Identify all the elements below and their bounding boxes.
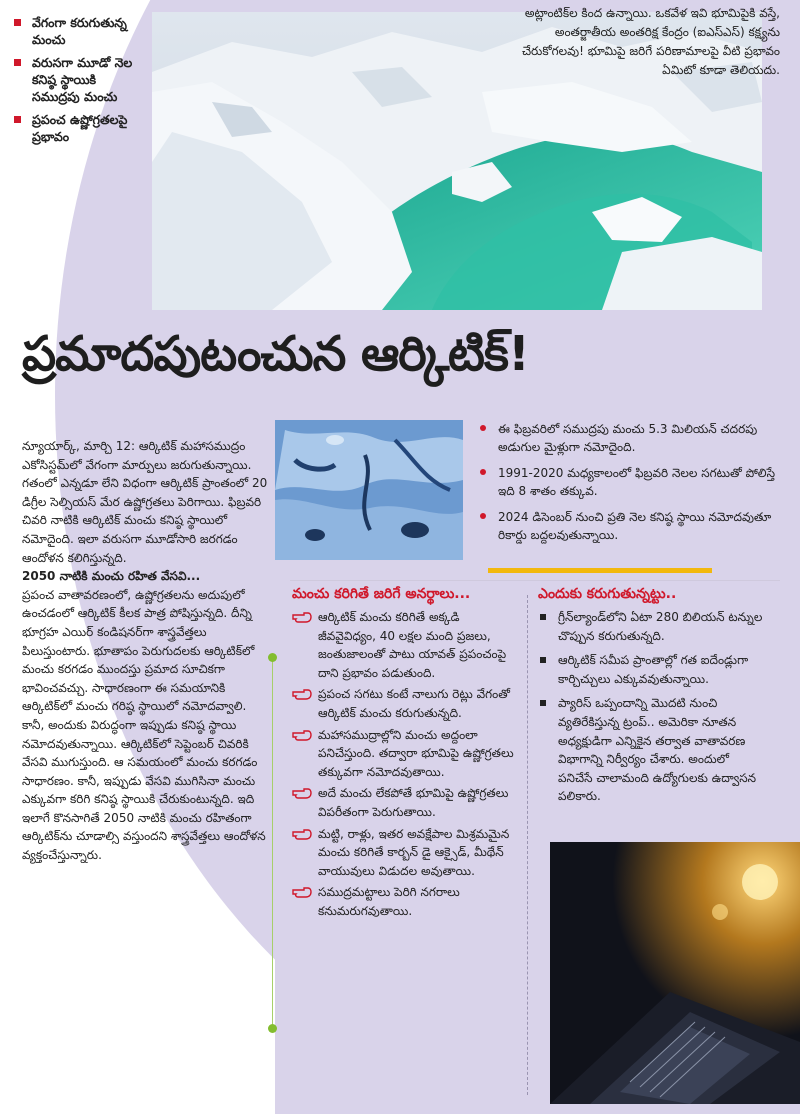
consequences-section [292, 584, 520, 924]
timeline-line [272, 657, 273, 1029]
consequences-list [292, 608, 520, 921]
list-item: మహాసముద్రాల్లోని మంచు అద్దంలా పనిచేస్తుంది. తద్వారా భూమిపై ఉష్ణోగ్రతలు తక్కువగా నమోదవుతాయి. [292, 726, 520, 782]
list-item: సముద్రమట్టాలు పెరిగి నగరాలు కనుమరుగవుతాయి. [292, 883, 520, 920]
list-item: ఆర్కిటిక్‌ సమీప ప్రాంతాల్లో గత ఐదేండ్లుగా కార్చిచ్చులు ఎక్కువవుతున్నాయి. [538, 651, 778, 688]
timeline-dot [268, 653, 277, 662]
ice-melt-photo [275, 420, 463, 560]
section-rule [290, 580, 780, 581]
reasons-title: ఎందుకు కరుగుతున్నట్టు.. [538, 586, 677, 602]
consequences-title: మంచు కరిగితే జరిగే అనర్థాలు... [292, 586, 471, 602]
continued-text: అట్లాంటిక్‌ల కింద ఉన్నాయి. ఒకవేళ ఇవి భూమిపైకి వస్తే, అంతర్జాతీయ అంతరిక్ష కేంద్రం (ఐఎస్‌ఎస్‌) కక్ష్యను చేరుకోగలవు! భూమిపై జరిగే పరిణామాలపై వీటి ప్రభావం ఏమిటో కూడా తెలియదు. [521, 6, 780, 77]
square-bullet-icon [540, 614, 546, 620]
article-column [22, 437, 270, 865]
highlight-item: వరుసగా మూడో నెల కనిష్ఠ స్థాయికి సముద్రపు మంచు [12, 54, 144, 105]
list-item: అదే మంచు లేకపోతే భూమిపై ఉష్ణోగ్రతలు విపరీతంగా పెరుగుతాయి. [292, 784, 520, 821]
reasons-section [538, 584, 778, 812]
list-item: ఆర్కిటిక్‌ మంచు కరిగితే అక్కడి జీవవైవిధ్యం, 40 లక్షల మంది ప్రజలు, జంతుజాలంతో పాటు యావత్‌ ప్రపంచంపై దాని ప్రభావం పడుతుంది. [292, 608, 520, 682]
list-item: ప్రపంచ సగటు కంటే నాలుగు రెట్లు వేగంతో ఆర్కిటిక్‌ మంచు కరుగుతున్నది. [292, 685, 520, 722]
pointing-hand-icon [292, 787, 312, 799]
article-body: ప్రపంచ వాతావరణంలో, ఉష్ణోగ్రతలను అదుపులో ఉంచడంలో ఆర్కిటిక్‌ కీలక పాత్ర పోషిస్తున్నది. దీన్ని భూగ్రహ ఎయిర్‌ కండిషనర్‌గా శాస్త్రవేత్తలు పిలుస్తుంటారు. భూతాపం పెరుగుదలకు ఆర్కిటిక్‌లో మంచు కరగడం ముందస్తు ప్రమాద సూచికగా భావించవచ్చు. సాధారణంగా ఈ సమయానికి ఆర్కిటిక్‌లో మంచు గరిష్ఠ స్థాయిలో నమోదవ్వాలి. కానీ, అందుకు విరుద్ధంగా ఇప్పుడు కనిష్ఠ స్థాయి నమోదవుతున్నాయి. ఆర్కిటిక్‌లో సెప్టెంబర్‌ చివరికి వేసవి ముగుస్తుంది. ఆ సమయంలో మంచు కరగడం సాధారణం. కానీ, ఇప్పుడు వేసవి ముగిసినా మంచు ఎక్కువగా కరిగి కనిష్ఠ స్థాయికి చేరుకుంటున్నది. ఇది ఇలాగే కొనసాగితే 2050 నాటికి మంచు రహితంగా ఆర్కిటిక్‌ను చూడాల్సి వస్తుందని శాస్త్రవేత్తలు ఆందోళన వ్యక్తంచేస్తున్నారు. [22, 587, 266, 863]
stat-item: 2024 డిసెంబర్‌ నుంచి ప్రతి నెల కనిష్ఠ స్థాయి నమోదవుతూ రికార్డు బద్దలవుతున్నాయి. [476, 508, 786, 544]
pointing-hand-icon [292, 611, 312, 623]
reasons-list [538, 608, 778, 806]
pointing-hand-icon [292, 729, 312, 741]
column-divider [527, 595, 528, 1095]
timeline-dot [268, 1024, 277, 1033]
list-item: మట్టి, రాళ్లు, ఇతర అవక్షేపాల మిశ్రమమైన మంచు కరిగితే కార్బన్‌ డై ఆక్సైడ్‌, మీథేన్‌ వాయువులు విడుదల అవుతాయి. [292, 825, 520, 881]
red-square-bullet-icon [14, 19, 21, 26]
red-square-bullet-icon [14, 59, 21, 66]
stat-item: 1991-2020 మధ్యకాలంలో ఫిబ్రవరి నెలల సగటుతో పోలిస్తే ఇది 8 శాతం తక్కువ. [476, 464, 786, 500]
pointing-hand-icon [292, 688, 312, 700]
highlight-item: ప్రపంచ ఉష్ణోగ్రతలపై ప్రభావం [12, 111, 144, 145]
red-dot-bullet-icon [480, 469, 486, 475]
yellow-divider [488, 568, 712, 573]
pointing-hand-icon [292, 828, 312, 840]
article-intro: న్యూయార్క్‌, మార్చి 12: ఆర్కిటిక్‌ మహాసముద్రం ఎకోసిస్టమ్‌లో వేగంగా మార్పులు జరుగుతున్నాయి. గతంలో ఎన్నడూ లేని విధంగా ఆర్కిటిక్‌ ప్రాంతంలో 20 డిగ్రీల సెల్సియస్‌ మేర ఉష్ణోగ్రతలు పెరిగాయి. ఫిబ్రవరి చివరి నాటికి ఆర్కిటిక్‌ మంచు కనిష్ఠ స్థాయిలో నమోదైంది. ఇలా వరుసగా మూడోసారి జరగడం ఆందోళన కలిగిస్తున్నది. [22, 439, 268, 565]
pointing-hand-icon [292, 886, 312, 898]
list-item: ప్యారిస్‌ ఒప్పందాన్ని మొదటి నుంచి వ్యతిరేకిస్తున్న ట్రంప్‌.. అమెరికా నూతన అధ్యక్షుడిగా ఎన్నికైన తర్వాత వాతావరణ విభాగాన్ని నిర్వీర్యం చేశారు. అందులో పనిచేసే చాలామంది ఉద్యోగులకు ఉద్వాసన పలికారు. [538, 694, 763, 806]
highlights-list [12, 14, 144, 151]
stats-list [476, 420, 786, 552]
red-dot-bullet-icon [480, 513, 486, 519]
highlight-item: వేగంగా కరుగుతున్న మంచు [12, 14, 144, 48]
stat-item: ఈ ఫిబ్రవరిలో సముద్రపు మంచు 5.3 మిలియన్‌ చదరపు అడుగుల మైళ్లుగా నమోదైంది. [476, 420, 786, 456]
article-subhead: 2050 నాటికి మంచు రహిత వేసవి... [22, 569, 201, 584]
list-item: గ్రీన్‌ల్యాండ్‌లోని ఏటా 280 బిలియన్‌ టన్నుల చొప్పున కరుగుతున్నది. [538, 608, 778, 645]
red-dot-bullet-icon [480, 425, 486, 431]
square-bullet-icon [540, 700, 546, 706]
red-square-bullet-icon [14, 116, 21, 123]
page-headline: ప్రమాదపుటంచున ఆర్కిటిక్‌! [22, 326, 529, 382]
square-bullet-icon [540, 657, 546, 663]
circuit-chip-photo [550, 842, 800, 1104]
